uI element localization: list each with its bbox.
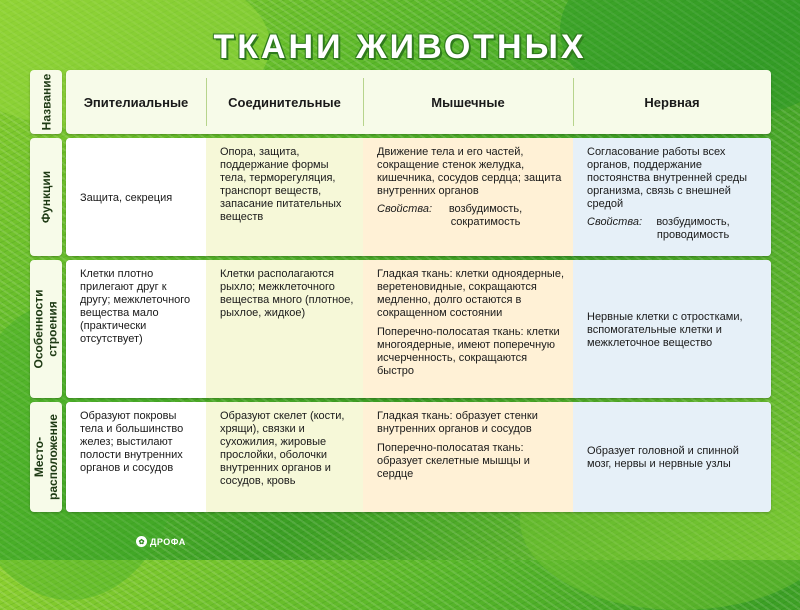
structure-row bbox=[66, 260, 771, 398]
location-connective-cell bbox=[206, 402, 363, 512]
location-epithelial-cell bbox=[66, 402, 206, 512]
nerve-properties-label: Свойства: bbox=[587, 216, 643, 228]
structure-nerve-text: Нервные клетки с отростками, вспомогательные клетки и межклеточное вещество bbox=[587, 310, 743, 349]
functions-nerve-cell bbox=[573, 138, 771, 256]
structure-connective-cell bbox=[206, 260, 363, 398]
functions-nerve-text: Согласование работы всех органов, поддержание постоянства внутренней среды организма, связь с внешней средой bbox=[587, 146, 748, 210]
column-header-row bbox=[66, 70, 771, 134]
row-label-location: Место-расположение bbox=[30, 402, 62, 512]
publisher-logo-text: ДРОФА bbox=[150, 536, 186, 547]
location-muscle-smooth-text: Гладкая ткань: образует стенки внутренних органов и сосудов bbox=[377, 410, 538, 435]
structure-epithelial-cell bbox=[66, 260, 206, 398]
structure-muscle-striated-text: Поперечно-полосатая ткань: клетки многоядерные, имеют поперечную исчерченность, сокращаются быстро bbox=[377, 326, 560, 377]
nerve-properties-value: возбудимость, проводимость bbox=[656, 216, 730, 241]
row-label-functions: Функции bbox=[30, 138, 62, 256]
poster-title: ТКАНИ ЖИВОТНЫХ bbox=[213, 28, 587, 66]
structure-epithelial-text: Клетки плотно прилегают друг к другу; межклеточного вещества мало (практически отсутствует) bbox=[80, 268, 191, 345]
location-nerve-text: Образует головной и спинной мозг, нервы и нервные узлы bbox=[587, 445, 739, 470]
row-label-structure: Особенности строения bbox=[30, 260, 62, 398]
functions-epithelial-text: Защита, секреция bbox=[80, 191, 173, 204]
column-header-nerve: Нервная bbox=[644, 94, 700, 110]
functions-muscle-cell bbox=[363, 138, 573, 256]
nerve-properties bbox=[587, 216, 763, 242]
structure-muscle-smooth-text: Гладкая ткань: клетки одноядерные, веретеновидные, сокращаются медленно, долго остаются в сокращенном состоянии bbox=[377, 268, 565, 319]
muscle-properties-value: возбудимость, сократимость bbox=[448, 203, 523, 228]
functions-epithelial-cell bbox=[66, 138, 206, 256]
row-label-name: Название bbox=[30, 70, 62, 134]
muscle-properties bbox=[377, 203, 565, 229]
muscle-properties-label: Свойства: bbox=[377, 203, 433, 215]
functions-connective-text: Опора, защита, поддержание формы тела, терморегуляция, транспорт веществ, запасание питательных веществ bbox=[220, 146, 342, 223]
functions-row bbox=[66, 138, 771, 256]
column-header-connective: Соединительные bbox=[228, 94, 341, 110]
publisher-logo-icon: ✿ bbox=[136, 536, 147, 547]
location-row bbox=[66, 402, 771, 512]
location-epithelial-text: Образуют покровы тела и большинство желез; выстилают полости внутренних органов и сосудов bbox=[80, 410, 184, 474]
column-header-epithelial: Эпителиальные bbox=[83, 94, 189, 110]
location-muscle-striated-text: Поперечно-полосатая ткань: образует скелетные мышцы и сердце bbox=[377, 442, 530, 480]
location-nerve-cell bbox=[573, 402, 771, 512]
column-header-muscle: Мышечные bbox=[431, 94, 505, 110]
location-connective-text: Образуют скелет (кости, хрящи), связки и сухожилия, жировые прослойки, оболочки внутренних органов и сосудов, кровь bbox=[220, 410, 345, 487]
structure-nerve-cell bbox=[573, 260, 771, 398]
structure-muscle-cell bbox=[363, 260, 573, 398]
functions-connective-cell bbox=[206, 138, 363, 256]
location-muscle-cell bbox=[363, 402, 573, 512]
functions-muscle-text: Движение тела и его частей, сокращение стенок желудка, кишечника, сосудов сердца; защита внутренних органов bbox=[377, 146, 562, 197]
publisher-logo bbox=[136, 536, 186, 547]
structure-connective-text: Клетки располагаются рыхло; межклеточного вещества много (плотное, рыхлое, жидкое) bbox=[220, 268, 354, 319]
